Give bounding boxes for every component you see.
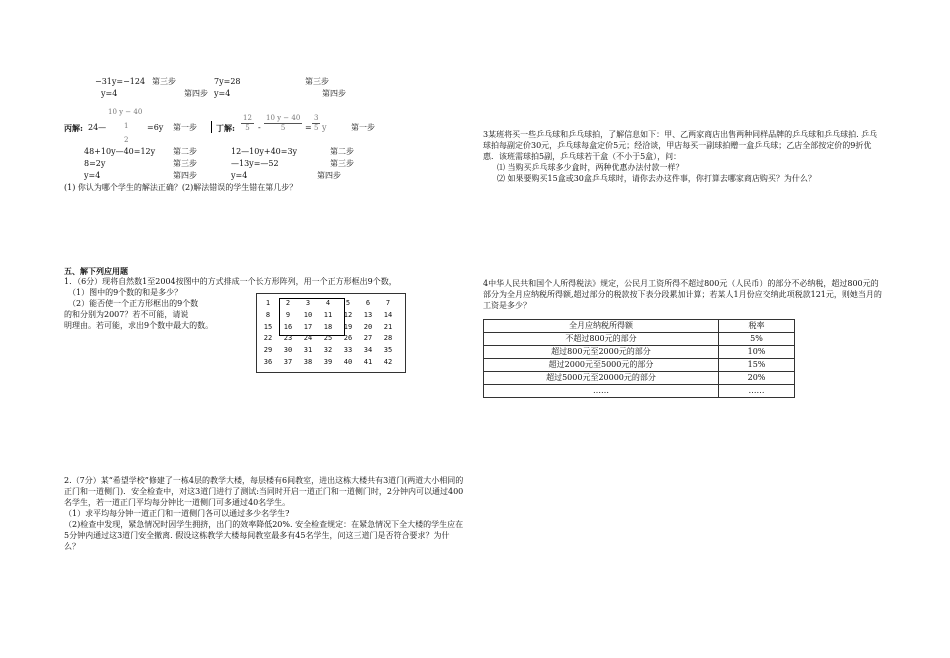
grid-cell: 12 [343,310,353,319]
divider-line [211,121,212,133]
table-row [484,372,795,385]
grid-cell: 11 [323,310,333,319]
tax-rate: 5% [719,333,795,346]
grid-cell: 40 [343,358,353,366]
ding-frac-3-num: 3 [312,114,320,124]
q1-intro: 1．（6分）现将自然数1至2004按图中的方式排成一个长方形阵列，用一个正方形框出9个数， [64,277,397,286]
grid-cell: 15 [263,322,273,331]
top-row-2-eq-b: y=4 [214,89,231,98]
tax-bracket: 超过5000元至20000元的部分 [484,372,719,385]
bing-eq-2: 48+10y—40=12y [84,147,156,156]
top-row-2-eq-a: y=4 [101,89,118,98]
top-row-1-eq-a: −31y=−124 [95,77,146,86]
bing-step-3: 第三步 [173,159,197,168]
tax-bracket: 超过2000元至5000元的部分 [484,359,719,372]
grid-cell: 17 [303,322,313,331]
grid-cell: 27 [363,334,373,343]
ding-eq-2: 12—10y+40=3y [231,147,298,156]
grid-cell: 35 [383,346,393,355]
ding-frac-2 [264,114,302,134]
tax-header-income: 全月应纳税所得额 [484,320,719,333]
ding-step-4: 第四步 [317,171,341,180]
grid-cell: 32 [323,346,333,355]
top-row-2-step-b: 第四步 [322,89,346,98]
q1-line-4: 明理由。若可能，求出9个数中最大的数。 [64,321,214,330]
grid-cell: 8 [265,310,271,319]
grid-cell: 7 [385,299,391,307]
ding-step-1: 第一步 [351,123,375,132]
grid-cell: 25 [323,334,333,343]
table-row [484,346,795,359]
grid-cell: 30 [283,346,293,355]
q2-sub1: （1）求平均每分钟一道正门和一道侧门各可以通过多少名学生? [64,509,290,518]
grid-cell: 38 [303,358,313,366]
grid-cell: 4 [325,299,331,307]
bing-rhs: =6y [147,123,164,132]
bing-lhs: 24— [88,123,107,132]
q3-sub1: ⑴ 当购买乒乓球多少盒时，两种优惠办法付款一样？ [497,163,684,172]
table-row [484,333,795,346]
ding-frac-2-den: 5 [280,124,286,133]
bing-frac-num: 10 y − 40 [108,108,143,116]
grid-cell: 19 [343,322,353,331]
ding-var: y [322,123,327,132]
grid-cell: 39 [323,358,333,366]
bing-frac-den: 2 [124,136,129,144]
ding-eq-4: y=4 [231,171,248,180]
ding-minus: - [258,123,261,132]
grid-cell: 22 [263,334,273,343]
grid-cell: 23 [283,334,293,343]
ding-eq-3: —13y=—52 [231,159,279,168]
ding-frac-2-num: 10 y − 40 [264,114,302,124]
grid-cell: 29 [263,346,273,355]
bing-step-4: 第四步 [173,171,197,180]
ding-frac-3-den: 5 [314,124,319,133]
grid-cell: 14 [383,310,393,319]
tax-header-rate: 税率 [719,320,795,333]
grid-cell: 2 [285,299,291,307]
grid-cell: 34 [363,346,373,355]
tax-bracket: 不超过800元的部分 [484,333,719,346]
q2-text: 2.（7分）某“希望学校”修建了一栋4层的教学大楼，每层楼有6间教室，进出这栋大楼共有3道门(两道大小相同的正门和一道侧门)．安全检查中，对这3道门进行了测试:当同时开启一道正门和一道侧门时，2分钟内可以通过400名学生，若一道正门平均每分钟比一道侧门可多通过40名学生。 [64,476,464,507]
grid-cell: 13 [363,310,373,319]
top-row-1-eq-b: 7y=28 [214,77,241,86]
tax-rate: 15% [719,359,795,372]
table-row [484,385,795,398]
ding-equals: = [305,123,312,132]
q2-sub2: （2)检查中发现，紧急情况时因学生拥挤，出门的效率降低20%. 安全检查规定：在紧急情况下全大楼的学生应在5分钟内通过这3道门安全撤离. 假设这栋教学大楼每间教室最多有45名学生，问这三道门是否符合要求？为什么？ [64,520,464,551]
top-row-2-step-a: 第四步 [184,89,208,98]
grid-cell: 24 [303,334,313,343]
bing-eq-3: 8=2y [84,159,106,168]
grid-cell: 6 [365,299,371,307]
ding-step-3: 第三步 [330,159,354,168]
q3-text: 3某班将买一些乒乓球和乒乓球拍，了解信息如下：甲、乙两家商店出售两种同样品牌的乒乓球和乒乓球拍. 乒乓球拍每副定价30元，乒乓球每盒定价5元；经洽谈，甲店每买一副球拍赠一盒乒乓球；乙店全部按定价的9折优惠．该班需球拍5副，乒乓球若干盒（不小于5盒），问： [483,130,878,161]
grid-cell: 21 [383,322,393,331]
q3-sub2: ⑵ 如果要购买15盒或30盒乒乓球时，请你去办这件事，你打算去哪家商店购买？为什么？ [497,174,816,183]
grid-cell: 37 [283,358,293,366]
top-row-1-step-b: 第三步 [305,77,329,86]
bing-frac-mid: 1 [124,122,129,130]
bing-step-1: 第一步 [173,123,197,132]
q1-line-1: （1）图中的9个数的和是多少？ [68,288,183,297]
tax-rate: …… [719,385,795,398]
ding-frac-1 [241,114,254,134]
grid-cell: 28 [383,334,393,343]
ding-step-2: 第二步 [330,147,354,156]
tax-table [483,319,795,398]
ding-frac-1-num: 12 [241,114,254,124]
table-row [484,359,795,372]
grid-cell: 31 [303,346,313,355]
q4-text: 4中华人民共和国个人所得税法》规定，公民月工资所得不超过800元（人民币）的部分不必纳税，超过800元的部分为全月应纳税所得额,超过部分的税款按下表分段累加计算；若某人1月份应交纳此项税款121元，则她当月的工资是多少？ [483,279,882,310]
grid-cell: 36 [263,358,273,366]
ding-frac-3 [312,114,320,134]
tax-rate: 20% [719,372,795,385]
grid-cell: 18 [323,322,333,331]
section5-title: 五、解下列应用题 [64,266,128,276]
grid-cell: 41 [363,358,373,366]
tax-rate: 10% [719,346,795,359]
grid-cell: 5 [345,299,351,307]
tax-bracket: …… [484,385,719,398]
grid-cell: 3 [305,299,311,307]
q1-line-2: （2）能否使一个正方形框出的9个数 [68,299,199,308]
question-a: (1) 你认为哪个学生的解法正确？(2)解法错误的学生错在第几步？ [64,183,298,192]
tax-table-header [484,320,795,333]
ding-frac-1-den: 5 [245,124,250,133]
q1-line-3: 的和分别为2007？若不可能，请说 [64,310,189,319]
grid-cell: 10 [303,310,313,319]
grid-cell: 26 [343,334,353,343]
grid-cell: 33 [343,346,353,355]
grid-cell: 1 [265,299,271,307]
grid-cell: 16 [283,322,293,331]
number-grid [256,293,406,373]
grid-cell: 20 [363,322,373,331]
grid-cell: 42 [383,358,393,366]
bing-step-2: 第二步 [173,147,197,156]
bing-eq-4: y=4 [84,171,101,180]
bing-label: 丙解: [64,123,83,133]
ding-label: 丁解: [216,123,235,133]
grid-cell: 9 [285,310,291,319]
tax-bracket: 超过800元至2000元的部分 [484,346,719,359]
top-row-1-step-a: 第三步 [152,77,176,86]
